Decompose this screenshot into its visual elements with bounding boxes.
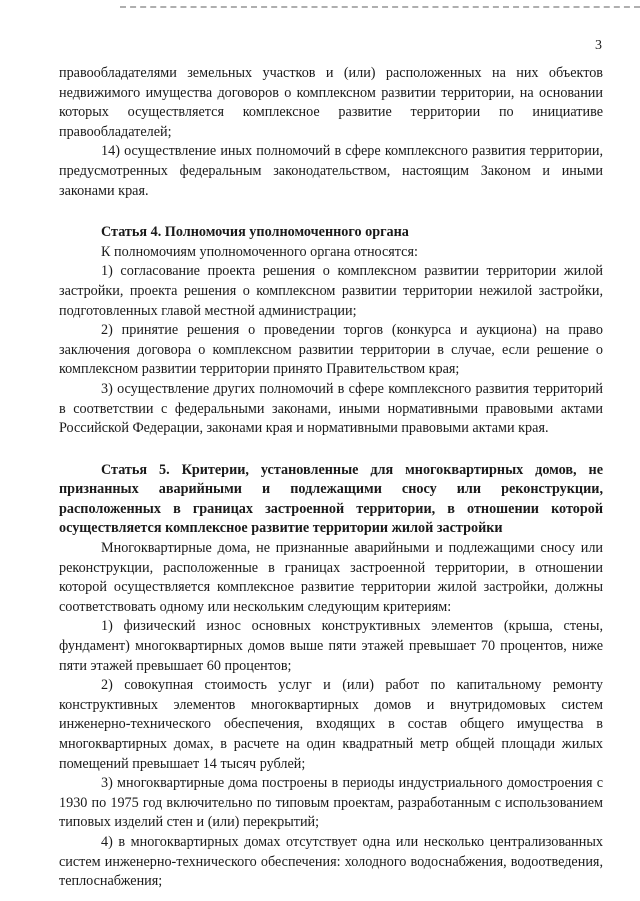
- article-5-heading: Статья 5. Критерии, установленные для многоквартирных домов, не признанных аварийными и подлежащими сносу или реконструкции, расположенных в границах застроенной территории, в отношении которой осуществляется комплексное развитие территории жилой застройки: [59, 461, 603, 537]
- article-4-item-2: 2) принятие решения о проведении торгов (конкурса и аукциона) на право заключения договора о комплексном развитии территории в случае, если решение о комплексном развитии территории принято Правительством края;: [59, 322, 603, 378]
- page-number: 3: [595, 38, 602, 53]
- document-body: [59, 64, 603, 892]
- article-5-item-4: 4) в многоквартирных домах отсутствует одна или несколько централизованных систем инженерно-технического обеспечения: холодного водоснабжения, водоотведения, теплоснабжения;: [59, 833, 603, 890]
- article-5: [59, 461, 603, 892]
- paragraph-item-14: 14) осуществление иных полномочий в сфере комплексного развития территории, предусмотренных федеральным законодательством, настоящим Законом и иными законами края.: [59, 143, 603, 199]
- article-5-item-3: 3) многоквартирные дома построены в периоды индустриального домостроения с 1930 по 1975 год включительно по типовым проектам, разработанным с использованием типовых изделий стен и (или) перекрытий;: [59, 775, 603, 831]
- section-spacer: [59, 201, 603, 223]
- paragraph-continuation: правообладателями земельных участков и (или) расположенных на них объектов недвижимого имущества договоров о комплексном развитии территории, на основании которых осуществляется комплексное развитие территории по инициативе правообладателей;: [59, 65, 603, 140]
- article-5-item-1: 1) физический износ основных конструктивных элементов (крыша, стены, фундамент) многоквартирных домов выше пяти этажей превышает 70 процентов, ниже пяти этажей превышает 60 процентов;: [59, 618, 603, 674]
- section-spacer: [59, 439, 603, 461]
- article-5-item-2: 2) совокупная стоимость услуг и (или) работ по капитальному ремонту конструктивных элементов многоквартирных домов и внутридомовых систем инженерно-технического обеспечения, входящих в состав общего имущества в многоквартирных домах, в расчете на один квадратный метр общей площади жилых помещений превышает 14 тысяч рублей;: [59, 677, 603, 772]
- article-4-heading: Статья 4. Полномочия уполномоченного органа: [101, 224, 409, 241]
- article-4-item-1: 1) согласование проекта решения о комплексном развитии территории жилой застройки, проекта решения о комплексном развитии территории нежилой застройки, подготовленных главой местной администрации;: [59, 263, 603, 319]
- article-4: [59, 223, 603, 439]
- article-4-item-3: 3) осуществление других полномочий в сфере комплексного развития территорий в соответствии с федеральными законами, иными нормативными правовыми актами Российской Федерации, законами края и нормативными правовыми актами края.: [59, 380, 603, 437]
- article-4-intro: К полномочиям уполномоченного органа относятся:: [101, 243, 418, 260]
- article-5-intro: Многоквартирные дома, не признанные аварийными и подлежащими сносу или реконструкции, расположенные в границах застроенной территории, в отношении которой осуществляется комплексное развитие территории жилой застройки, должны соответствовать одному или нескольким следующим критериям:: [59, 540, 603, 615]
- scan-artifact-line: [120, 6, 640, 8]
